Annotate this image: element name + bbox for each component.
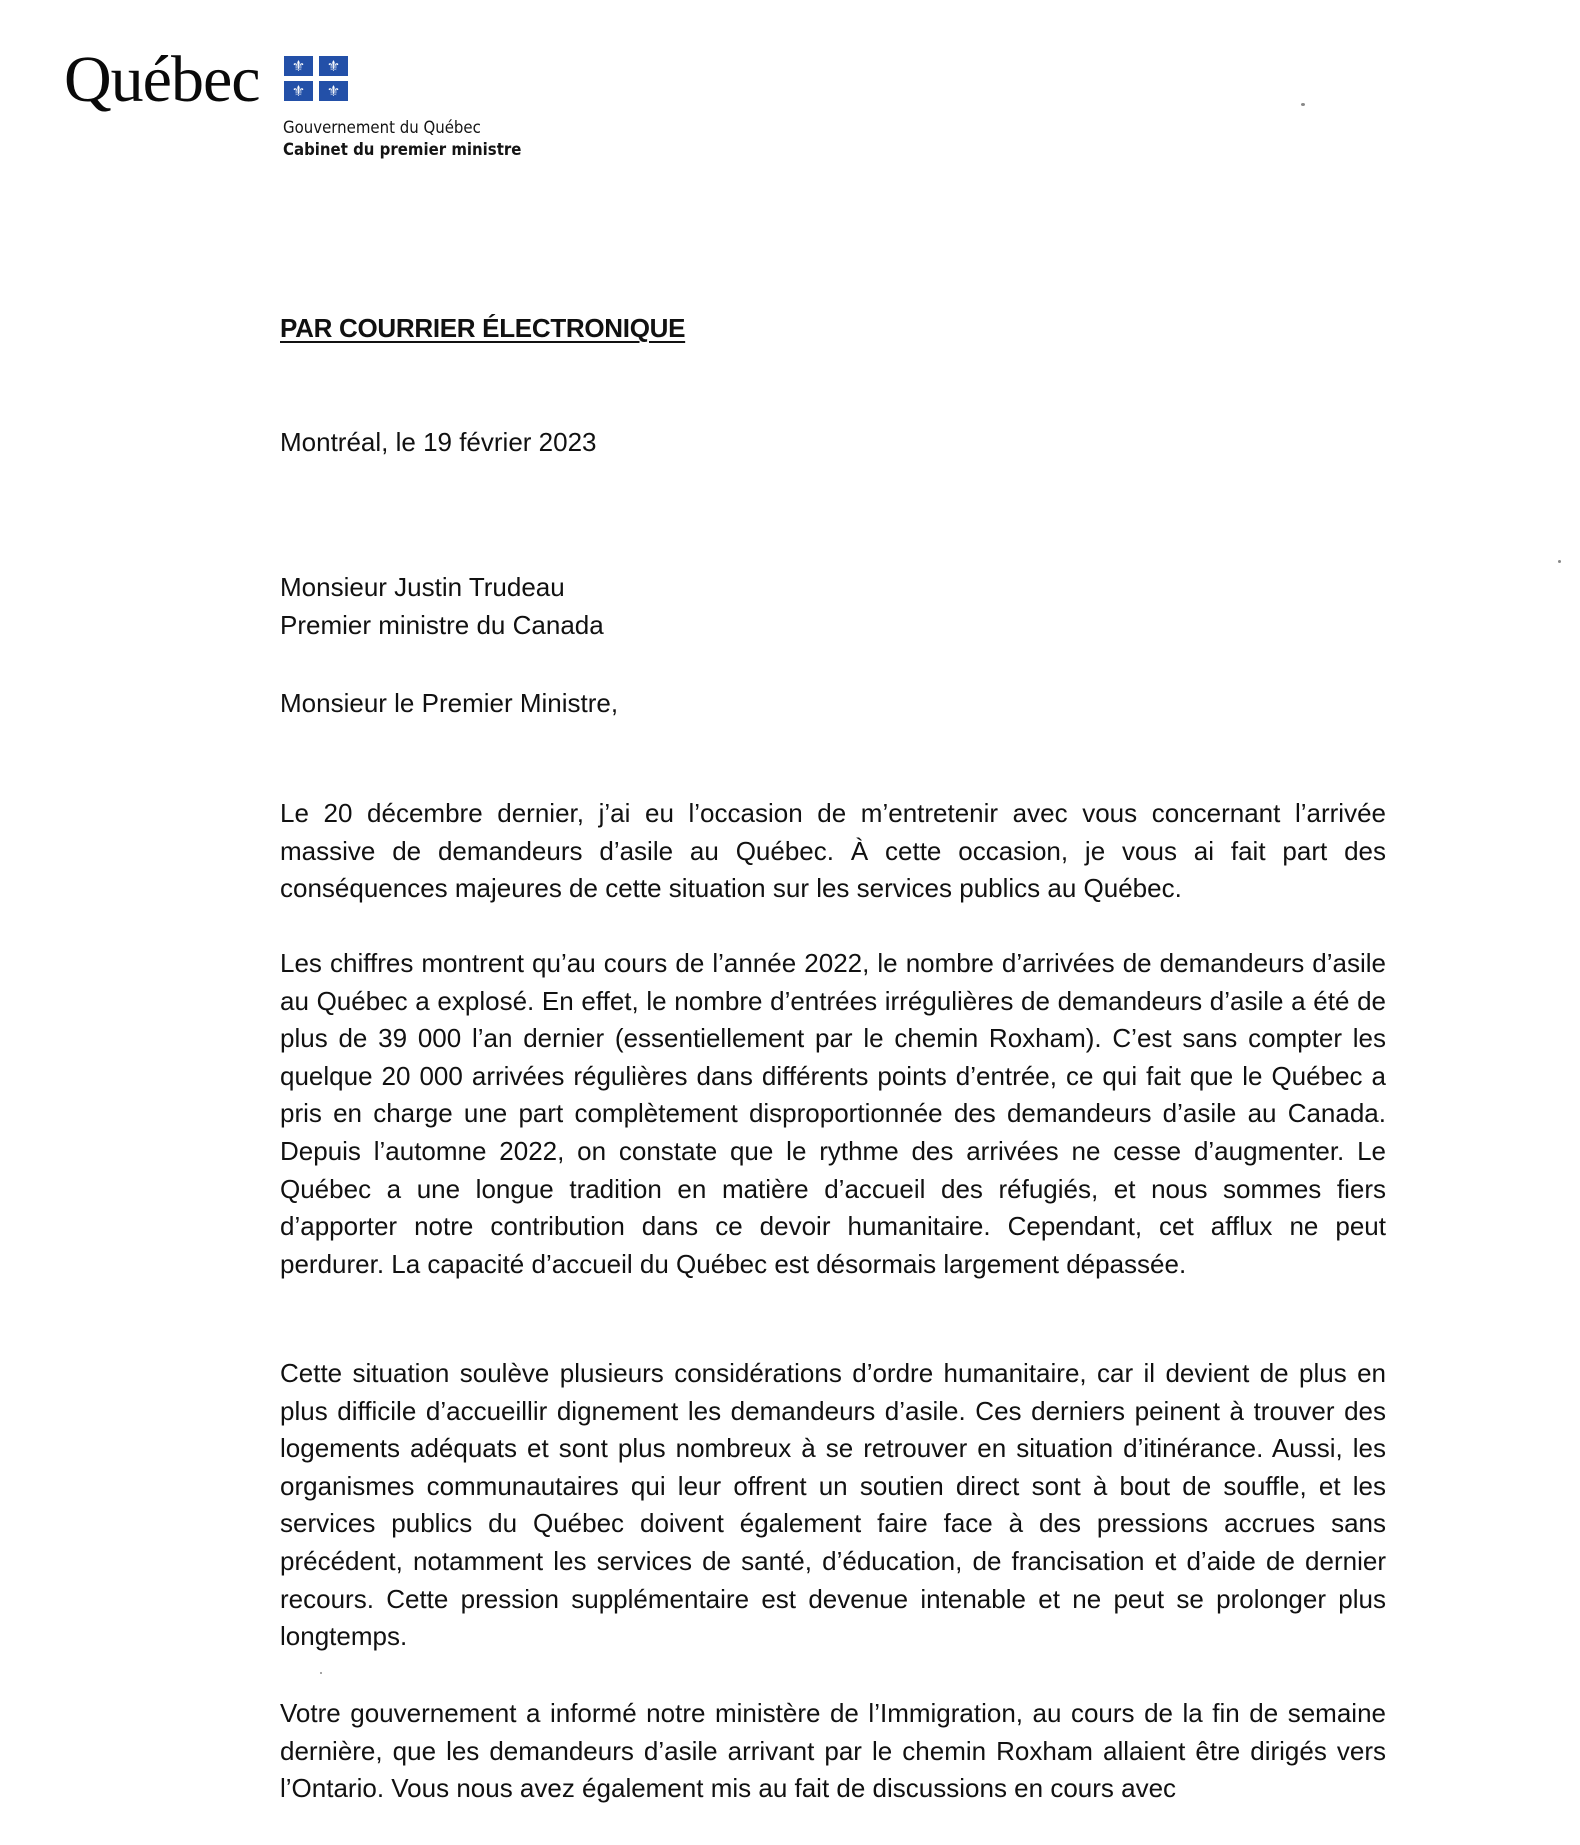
addressee-name: Monsieur Justin Trudeau <box>280 572 565 602</box>
organization-office: Cabinet du premier ministre <box>283 140 522 160</box>
addressee-title: Premier ministre du Canada <box>280 609 604 640</box>
letter-date: Montréal, le 19 février 2023 <box>280 427 597 457</box>
body-paragraph: Les chiffres montrent qu’au cours de l’année 2022, le nombre d’arrivées de demandeurs d’asile au Québec a explosé. En effet, le nombre d’entrées irrégulières de demandeurs d’asile a été de plus de 39 000 l’an dernier (essentiellement par le chemin Roxham). C’est sans compter les quelque 20 000 arrivées régulières dans différents points d’entrée, ce qui fait que le Québec a pris en charge une part complètement disproportionnée des demandeurs d’asile au Canada. Depuis l’automne 2022, on constate que le rythme des arrivées ne cesse d’augmenter. Le Québec a une longue tradition en matière d’accueil des réfugiés, et nous sommes fiers d’apporter notre contribution dans ce devoir humanitaire. Cependant, cet afflux ne peut perdurer. La capacité d’accueil du Québec est désormais largement dépassée. <box>280 948 1386 1279</box>
body-paragraph: Le 20 décembre dernier, j’ai eu l’occasion de m’entretenir avec vous concernant l’arrivée massive de demandeurs d’asile au Québec. À cette occasion, je vous ai fait part des conséquences majeures de cette situation sur les services publics au Québec. <box>280 798 1386 904</box>
delivery-mode-heading: PAR COURRIER ÉLECTRONIQUE <box>280 313 686 343</box>
scan-speck <box>1301 103 1305 106</box>
letterhead-organization <box>283 117 521 161</box>
fleur-de-lis-icon: ⚜ <box>319 56 348 76</box>
fleur-de-lis-icon: ⚜ <box>284 81 313 101</box>
quebec-logo-wordmark: Québec <box>64 43 260 116</box>
body-paragraph: Votre gouvernement a informé notre ministère de l’Immigration, au cours de la fin de semaine dernière, que les demandeurs d’asile arrivant par le chemin Roxham allaient être dirigés vers l’Ontario. Vous nous avez également mis au fait de discussions en cours avec <box>280 1698 1386 1804</box>
organization-government: Gouvernement du Québec <box>283 118 481 138</box>
quebec-flag-icon <box>284 56 352 102</box>
body-paragraph: Cette situation soulève plusieurs considérations d’ordre humanitaire, car il devient de plus en plus difficile d’accueillir dignement les demandeurs d’asile. Ces derniers peinent à trouver des logements adéquats et sont plus nombreux à se retrouver en situation d’itinérance. Aussi, les organismes communautaires qui leur offrent un soutien direct sont à bout de souffle, et les services publics du Québec doivent également faire face à des pressions accrues sans précédent, notamment les services de santé, d’éducation, de francisation et d’aide de dernier recours. Cette pression supplémentaire est devenue intenable et ne peut se prolonger plus longtemps. <box>280 1358 1386 1652</box>
fleur-de-lis-icon: ⚜ <box>319 81 348 101</box>
scan-speck <box>1558 560 1561 563</box>
salutation: Monsieur le Premier Ministre, <box>280 688 619 718</box>
fleur-de-lis-icon: ⚜ <box>284 56 313 76</box>
addressee-block <box>280 569 604 644</box>
scan-speck <box>320 1672 322 1674</box>
